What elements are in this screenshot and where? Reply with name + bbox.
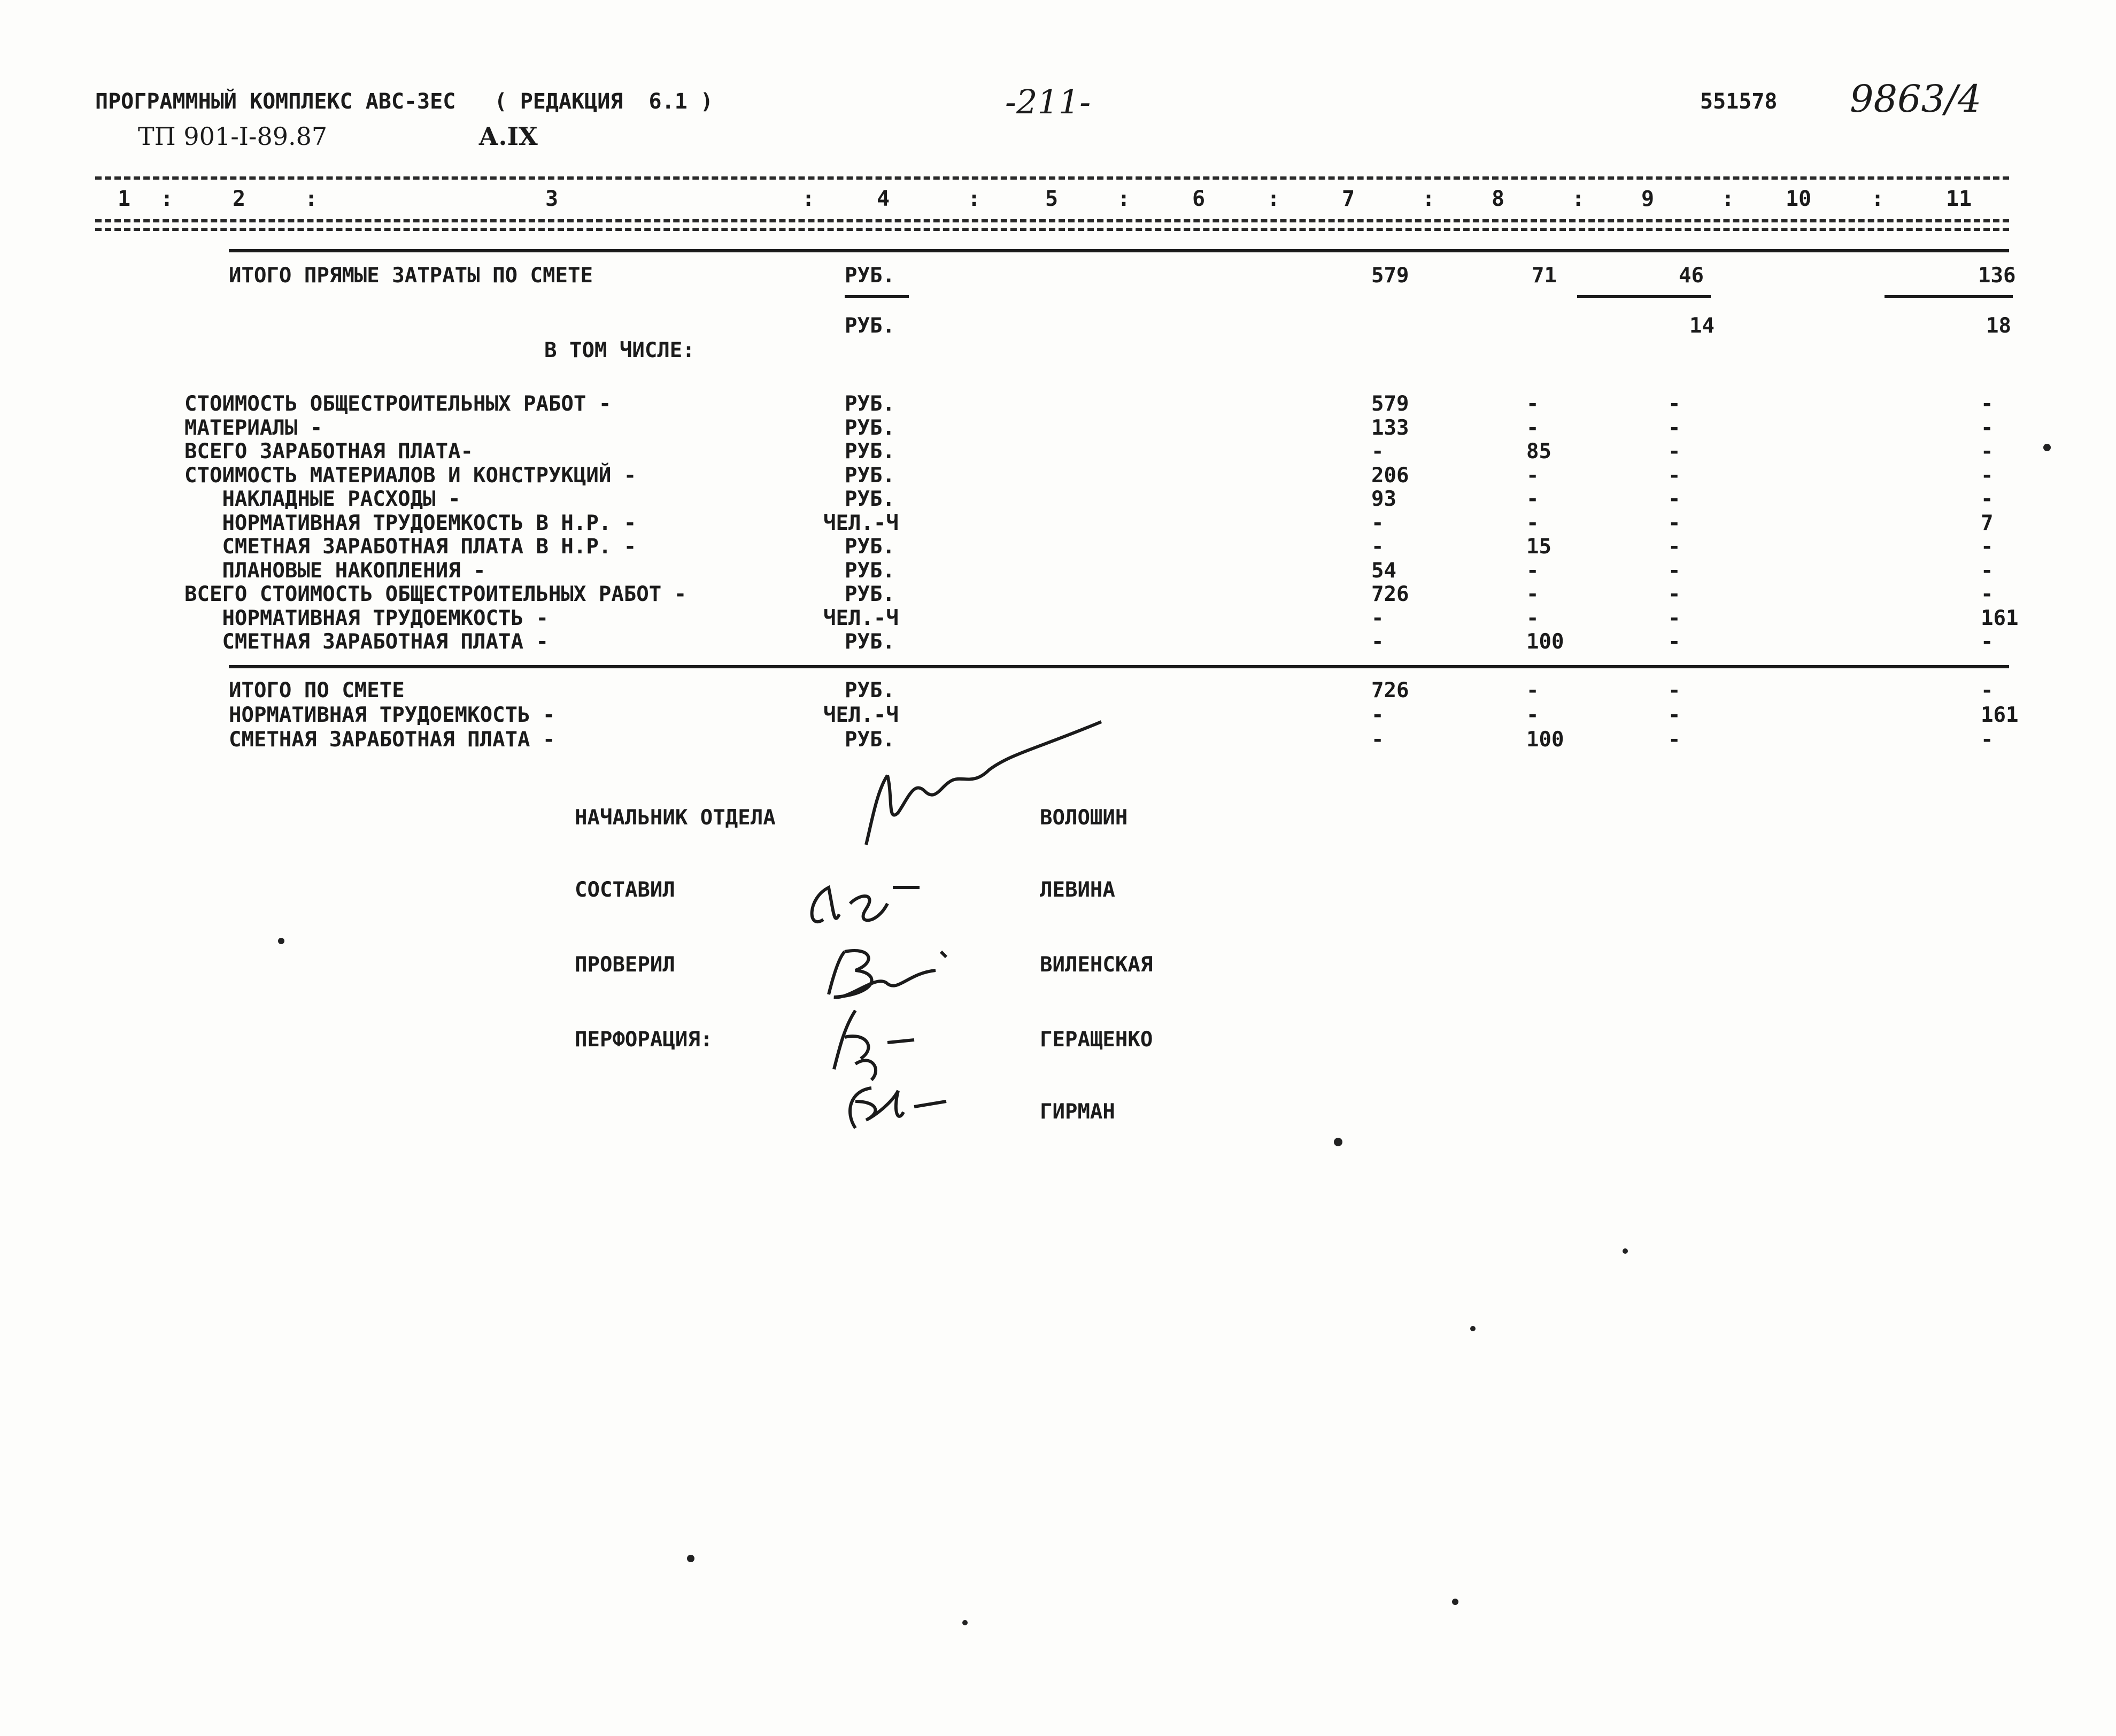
row-unit: РУБ. — [845, 415, 895, 440]
row-label: ВСЕГО СТОИМОСТЬ ОБЩЕСТРОИТЕЛЬНЫХ РАБОТ - — [184, 582, 687, 606]
row-value-c8: 15 — [1526, 535, 1551, 559]
total-direct-col11b: 18 — [1986, 314, 2011, 338]
row-value-c11: - — [1981, 392, 1994, 416]
album-code: А.IХ — [478, 122, 538, 151]
row-value-c11: - — [1981, 582, 1994, 606]
row-unit: РУБ. — [845, 728, 895, 752]
scan-speck — [278, 938, 284, 944]
summary-rule — [229, 665, 2009, 668]
row-value-c9: - — [1668, 535, 1681, 559]
total-direct-col9: 46 — [1679, 264, 1704, 288]
row-value-c7: 133 — [1371, 415, 1409, 440]
row-value-c7: 93 — [1371, 487, 1396, 511]
row-value-c9: - — [1668, 463, 1681, 488]
scan-speck — [962, 1620, 968, 1625]
signature-name: ЛЕВИНА — [1040, 878, 1115, 902]
row-unit: ЧЕЛ.-Ч — [823, 606, 899, 630]
total-direct-col8: 71 — [1532, 264, 1557, 288]
signature-name: ГЕРАЩЕНКО — [1040, 1028, 1153, 1052]
signature-head — [855, 716, 1107, 855]
project-code: ТП 901-I-89.87 — [138, 122, 328, 151]
column-separator: : — [1117, 187, 1131, 211]
total-direct-unit: РУБ. — [845, 264, 895, 288]
scan-speck — [2043, 444, 2051, 451]
row-value-c11: 161 — [1981, 606, 2019, 630]
row-value-c11: - — [1981, 535, 1994, 559]
row-label: НОРМАТИВНАЯ ТРУДОЕМКОСТЬ В Н.Р. - — [184, 511, 637, 535]
total-direct-unit-2: РУБ. — [845, 314, 895, 338]
scan-speck — [1470, 1326, 1476, 1331]
row-value-c8: - — [1526, 582, 1539, 606]
row-value-c8: - — [1526, 703, 1539, 727]
row-unit: РУБ. — [845, 487, 895, 511]
row-value-c11: - — [1981, 487, 1994, 511]
column-header-4: 4 — [877, 187, 890, 211]
row-value-c9: - — [1668, 678, 1681, 703]
row-value-c9: - — [1668, 487, 1681, 511]
row-label: НОРМАТИВНАЯ ТРУДОЕМКОСТЬ - — [229, 703, 555, 727]
column-separator: : — [305, 187, 318, 211]
row-value-c9: - — [1668, 558, 1681, 583]
header-bottom-rule — [95, 219, 2009, 222]
column-separator: : — [1572, 187, 1585, 211]
row-value-c11: - — [1981, 728, 1994, 752]
row-unit: РУБ. — [845, 558, 895, 583]
row-value-c7: 206 — [1371, 463, 1409, 488]
column-header-11: 11 — [1946, 187, 1972, 211]
row-value-c7: - — [1371, 535, 1384, 559]
row-value-c7: - — [1371, 630, 1384, 654]
row-value-c9: - — [1668, 439, 1681, 464]
row-value-c9: - — [1668, 606, 1681, 630]
row-value-c7: 54 — [1371, 558, 1396, 583]
row-label: СТОИМОСТЬ ОБЩЕСТРОИТЕЛЬНЫХ РАБОТ - — [184, 392, 612, 416]
signature-role: СОСТАВИЛ — [575, 878, 675, 902]
section-rule — [229, 249, 2009, 252]
row-value-c9: - — [1668, 703, 1681, 727]
row-unit: РУБ. — [845, 439, 895, 464]
row-value-c11: 7 — [1981, 511, 1994, 535]
row-label: СМЕТНАЯ ЗАРАБОТНАЯ ПЛАТА В Н.Р. - — [184, 535, 637, 559]
row-unit: РУБ. — [845, 463, 895, 488]
column-header-5: 5 — [1045, 187, 1059, 211]
row-value-c8: - — [1526, 511, 1539, 535]
row-value-c11: - — [1981, 463, 1994, 488]
column-header-9: 9 — [1641, 187, 1655, 211]
total-direct-label: ИТОГО ПРЯМЫЕ ЗАТРАТЫ ПО СМЕТЕ — [229, 264, 593, 288]
row-value-c11: - — [1981, 415, 1994, 440]
row-value-c8: 100 — [1526, 728, 1564, 752]
column-header-3: 3 — [545, 187, 559, 211]
page-number: -211- — [1005, 82, 1091, 121]
column-header-7: 7 — [1342, 187, 1355, 211]
row-value-c11: 161 — [1981, 703, 2019, 727]
scan-speck — [1452, 1599, 1458, 1605]
signature-checker — [813, 941, 962, 1010]
col11-divider — [1885, 295, 2013, 298]
row-value-c9: - — [1668, 415, 1681, 440]
row-unit: РУБ. — [845, 678, 895, 703]
unit-divider — [845, 295, 909, 298]
column-header-6: 6 — [1192, 187, 1206, 211]
header-top-rule — [95, 176, 2009, 180]
row-unit: ЧЕЛ.-Ч — [823, 511, 899, 535]
header-bottom-rule-2 — [95, 228, 2009, 231]
row-value-c7: - — [1371, 511, 1384, 535]
row-value-c8: - — [1526, 487, 1539, 511]
row-label: ВСЕГО ЗАРАБОТНАЯ ПЛАТА- — [184, 439, 474, 464]
row-value-c7: 726 — [1371, 678, 1409, 703]
row-unit: РУБ. — [845, 582, 895, 606]
row-label: СМЕТНАЯ ЗАРАБОТНАЯ ПЛАТА - — [184, 630, 549, 654]
row-value-c7: - — [1371, 703, 1384, 727]
signature-role: НАЧАЛЬНИК ОТДЕЛА — [575, 806, 776, 830]
including-label: В ТОМ ЧИСЛЕ: — [544, 338, 695, 362]
document-code: 551578 — [1700, 89, 1778, 114]
column-separator: : — [1871, 187, 1885, 211]
column-separator: : — [1721, 187, 1735, 211]
scan-speck — [1623, 1248, 1628, 1254]
column-header-2: 2 — [233, 187, 246, 211]
column-separator: : — [1267, 187, 1280, 211]
row-label: ПЛАНОВЫЕ НАКОПЛЕНИЯ - — [184, 558, 486, 583]
signature-name: ВИЛЕНСКАЯ — [1040, 953, 1153, 977]
total-direct-col11: 136 — [1978, 264, 2016, 288]
column-separator: : — [802, 187, 815, 211]
row-label: МАТЕРИАЛЫ - — [184, 415, 323, 440]
row-unit: РУБ. — [845, 535, 895, 559]
row-value-c9: - — [1668, 511, 1681, 535]
row-label: ИТОГО ПО СМЕТЕ — [229, 678, 405, 703]
row-value-c9: - — [1668, 630, 1681, 654]
row-value-c7: - — [1371, 728, 1384, 752]
row-label: СМЕТНАЯ ЗАРАБОТНАЯ ПЛАТА - — [229, 728, 555, 752]
row-value-c8: 100 — [1526, 630, 1564, 654]
scan-speck — [1334, 1138, 1342, 1146]
row-value-c7: 579 — [1371, 392, 1409, 416]
row-value-c9: - — [1668, 728, 1681, 752]
row-value-c7: - — [1371, 606, 1384, 630]
total-direct-col9b: 14 — [1689, 314, 1715, 338]
row-value-c8: - — [1526, 678, 1539, 703]
row-unit: ЧЕЛ.-Ч — [823, 703, 899, 727]
row-value-c8: - — [1526, 463, 1539, 488]
row-value-c8: - — [1526, 392, 1539, 416]
row-unit: РУБ. — [845, 392, 895, 416]
signature-role: ПРОВЕРИЛ — [575, 953, 675, 977]
row-value-c8: 85 — [1526, 439, 1551, 464]
row-value-c7: - — [1371, 439, 1384, 464]
signature-name: ВОЛОШИН — [1040, 806, 1128, 830]
signature-punch — [823, 1005, 962, 1133]
row-value-c8: - — [1526, 606, 1539, 630]
column-separator: : — [1422, 187, 1435, 211]
row-value-c11: - — [1981, 630, 1994, 654]
row-value-c8: - — [1526, 415, 1539, 440]
row-value-c8: - — [1526, 558, 1539, 583]
column-header-10: 10 — [1786, 187, 1812, 211]
column-separator: : — [160, 187, 174, 211]
row-value-c9: - — [1668, 392, 1681, 416]
inventory-number: 9863/4 — [1850, 77, 1982, 121]
row-value-c11: - — [1981, 439, 1994, 464]
signature-name: ГИРМАН — [1040, 1100, 1115, 1124]
row-value-c11: - — [1981, 678, 1994, 703]
row-value-c7: 726 — [1371, 582, 1409, 606]
signature-compiler — [802, 866, 941, 936]
signature-role: ПЕРФОРАЦИЯ: — [575, 1028, 713, 1052]
total-direct-col7: 579 — [1371, 264, 1409, 288]
row-value-c9: - — [1668, 582, 1681, 606]
row-unit: РУБ. — [845, 630, 895, 654]
row-value-c11: - — [1981, 558, 1994, 583]
column-header-8: 8 — [1492, 187, 1505, 211]
column-header-1: 1 — [118, 187, 131, 211]
col9-divider — [1577, 295, 1711, 298]
column-separator: : — [968, 187, 981, 211]
row-label: СТОИМОСТЬ МАТЕРИАЛОВ И КОНСТРУКЦИЙ - — [184, 463, 637, 488]
row-label: НАКЛАДНЫЕ РАСХОДЫ - — [184, 487, 461, 511]
program-title: ПРОГРАММНЫЙ КОМПЛЕКС АВС-ЗЕС ( РЕДАКЦИЯ 6.1 ) — [95, 89, 713, 114]
row-label: НОРМАТИВНАЯ ТРУДОЕМКОСТЬ - — [184, 606, 549, 630]
scan-speck — [687, 1555, 694, 1562]
